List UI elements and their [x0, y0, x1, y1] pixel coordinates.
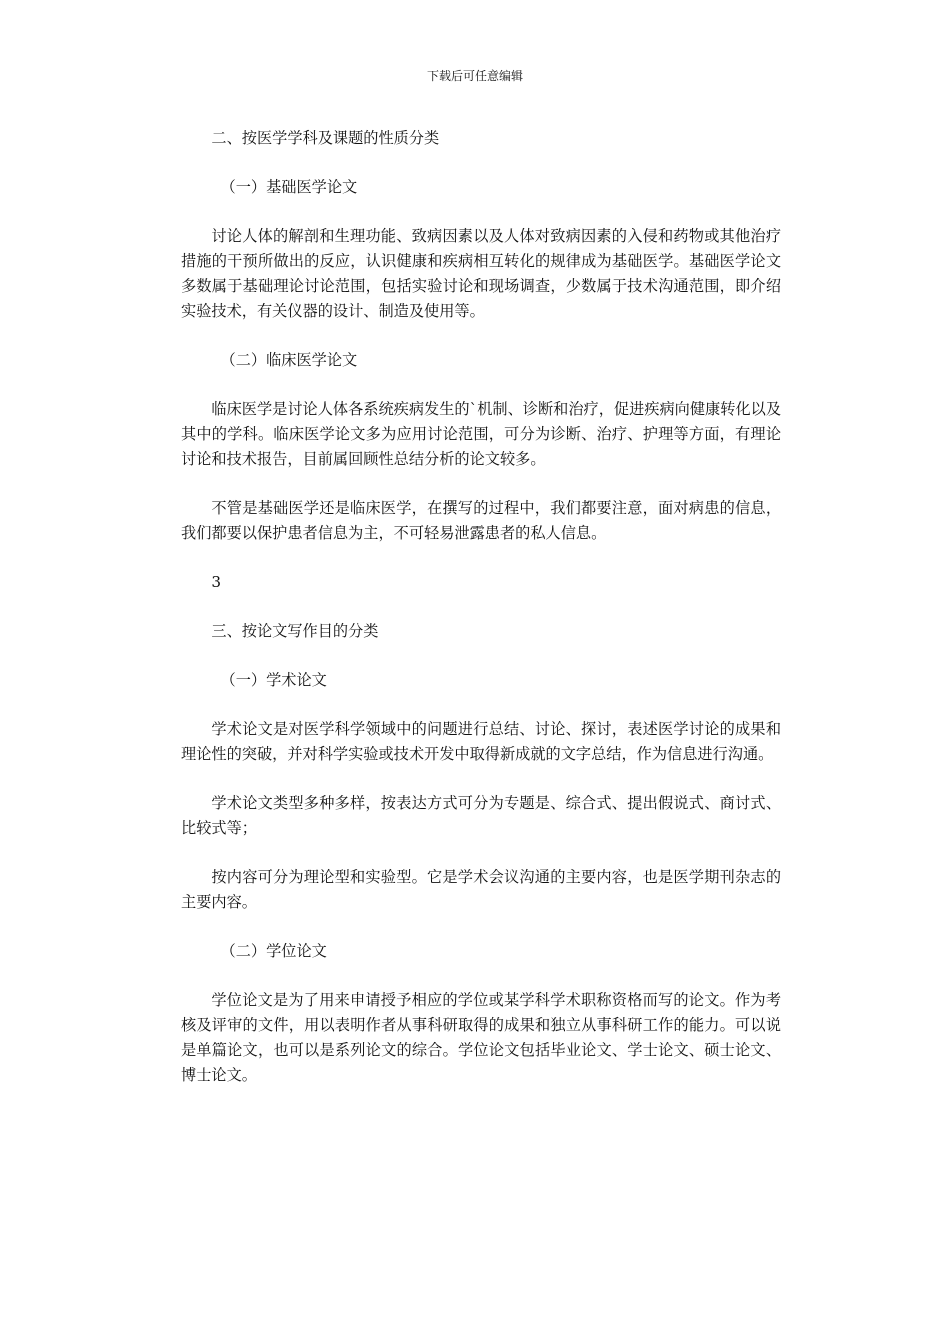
- paragraph-basic-medicine: 讨论人体的解剖和生理功能、致病因素以及人体对致病因素的入侵和药物或其他治疗措施的干预所做出的反应，认识健康和疾病相互转化的规律成为基础医学。基础医学论文多数属于基础理论讨论范围，包括实验讨论和现场调查，少数属于技术沟通范围，即介绍实验技术，有关仪器的设计、制造及使用等。: [181, 227, 781, 320]
- section-heading-3: 三、按论文写作目的分类: [211, 622, 379, 640]
- paragraph-academic-paper-content: 按内容可分为理论型和实验型。它是学术会议沟通的主要内容，也是医学期刊杂志的主要内容。: [181, 868, 781, 911]
- section-heading-2: 二、按医学学科及课题的性质分类: [211, 129, 440, 147]
- paragraph-academic-paper-types: 学术论文类型多种多样，按表达方式可分为专题是、综合式、提出假说式、商讨式、比较式等；: [181, 794, 781, 837]
- page-header: 下载后可任意编辑: [426, 69, 523, 83]
- subsection-heading-basic-medicine: （一）基础医学论文: [220, 178, 358, 196]
- subsection-heading-academic-paper: （一）学术论文: [220, 671, 327, 689]
- paragraph-clinical-medicine: 临床医学是讨论人体各系统疾病发生的`机制、诊断和治疗，促进疾病向健康转化以及其中的学科。临床医学论文多为应用讨论范围，可分为诊断、治疗、护理等方面，有理论讨论和技术报告，目前属回顾性总结分析的论文较多。: [181, 400, 781, 468]
- subsection-heading-clinical-medicine: （二）临床医学论文: [220, 351, 358, 369]
- document-body: [181, 126, 781, 1112]
- paragraph-privacy-note: 不管是基础医学还是临床医学，在撰写的过程中，我们都要注意，面对病患的信息，我们都要以保护患者信息为主，不可轻易泄露患者的私人信息。: [181, 499, 781, 542]
- stray-number: 3: [211, 573, 222, 591]
- paragraph-academic-paper: 学术论文是对医学科学领域中的问题进行总结、讨论、探讨，表述医学讨论的成果和理论性的突破，并对科学实验或技术开发中取得新成就的文字总结，作为信息进行沟通。: [181, 720, 781, 763]
- paragraph-degree-paper: 学位论文是为了用来申请授予相应的学位或某学科学术职称资格而写的论文。作为考核及评审的文件，用以表明作者从事科研取得的成果和独立从事科研工作的能力。可以说是单篇论文，也可以是系列论文的综合。学位论文包括毕业论文、学士论文、硕士论文、博士论文。: [181, 991, 781, 1084]
- subsection-heading-degree-paper: （二）学位论文: [220, 942, 327, 960]
